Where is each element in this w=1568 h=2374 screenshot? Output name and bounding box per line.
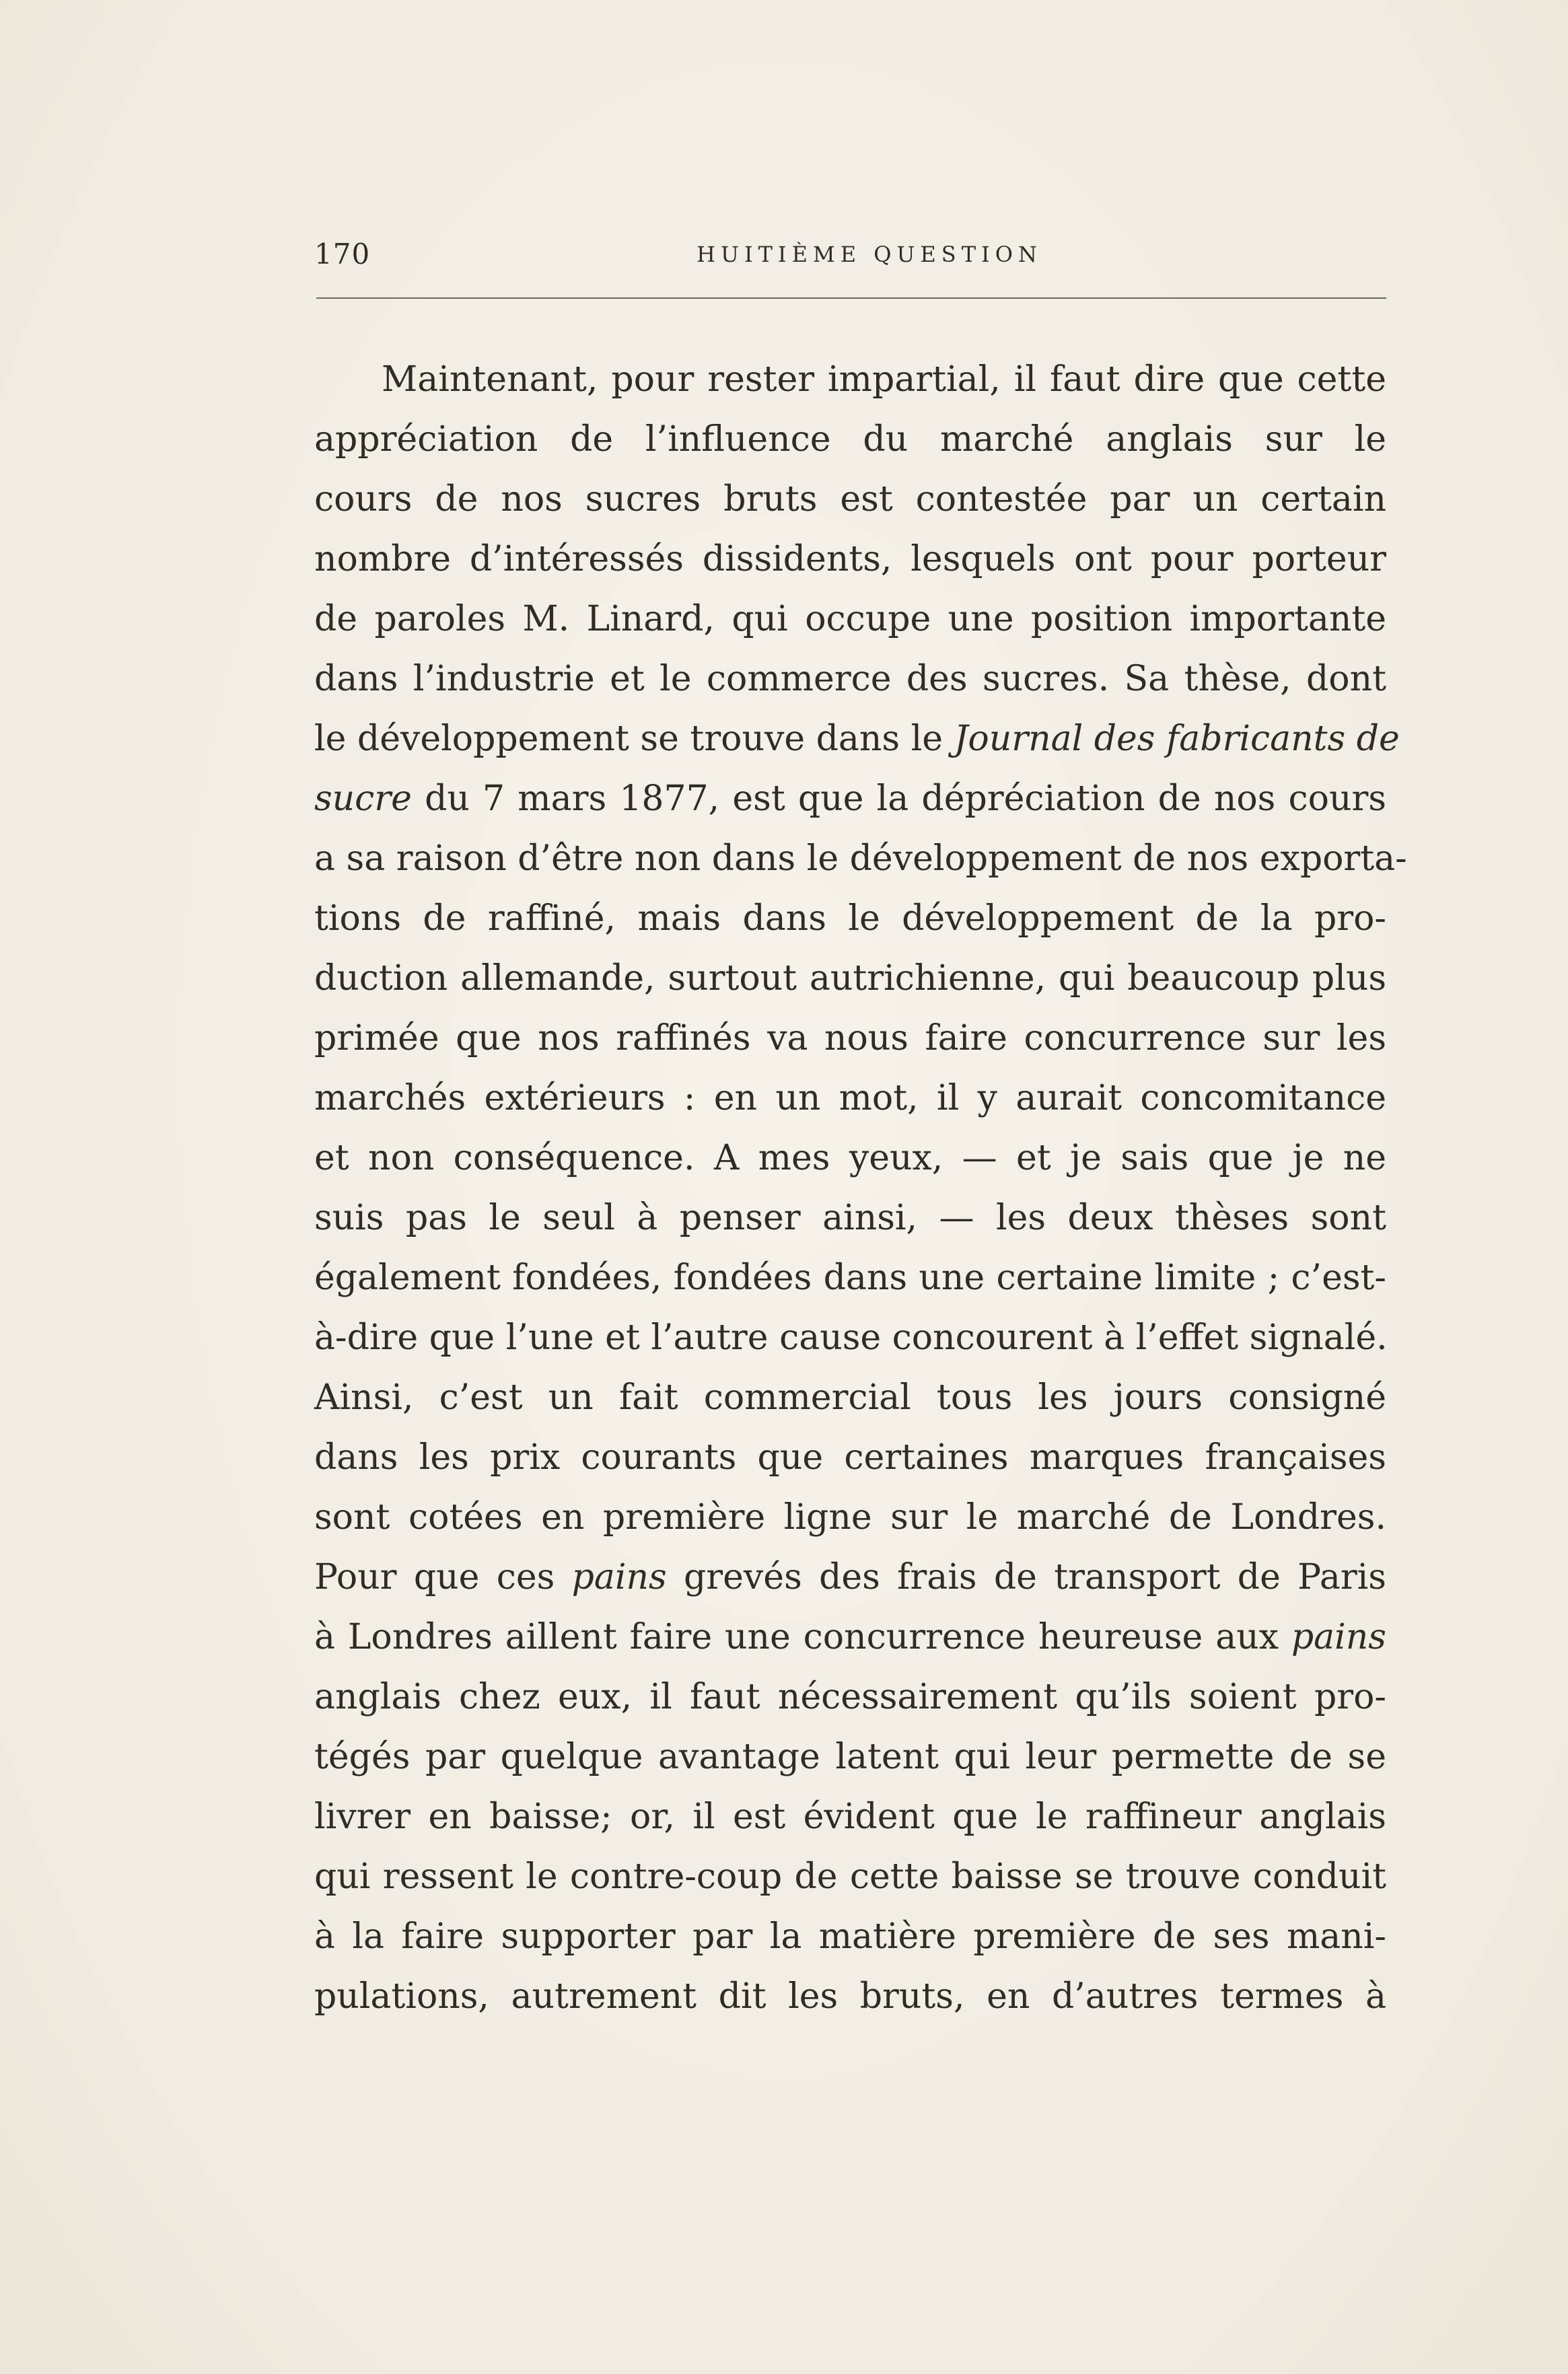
text-line: dans l’industrie et le commerce des sucres. Sa thèse, dont: [314, 659, 1386, 699]
running-head: HUITIÈME QUESTION: [697, 242, 1042, 267]
text-line: cours de nos sucres bruts est contestée par un certain: [314, 479, 1386, 519]
text-run: du 7 mars 1877, est que la dépréciation de nos cours: [411, 779, 1386, 819]
italic-run: Journal des fabricants de: [954, 719, 1400, 759]
page-number: 170: [314, 238, 371, 271]
text-line: duction allemande, surtout autrichienne, qui beaucoup plus: [314, 958, 1386, 999]
text-line: de paroles M. Linard, qui occupe une position importante: [314, 599, 1386, 639]
text-line: primée que nos raffinés va nous faire concurrence sur les: [314, 1018, 1386, 1058]
text-line: anglais chez eux, il faut nécessairement qu’ils soient pro-: [314, 1677, 1386, 1717]
text-line: [314, 1548, 1386, 1608]
text-run: Pour que ces: [314, 1557, 572, 1597]
text-run: le développement se trouve dans le: [314, 719, 954, 759]
header-rule: [316, 297, 1386, 299]
italic-run: sucre: [314, 779, 412, 819]
italic-run: pains: [1291, 1617, 1386, 1657]
text-line: marchés extérieurs : en un mot, il y aurait concomitance: [314, 1078, 1386, 1118]
text-line: tégés par quelque avantage latent qui leur permette de se: [314, 1737, 1386, 1777]
italic-run: pains: [571, 1557, 667, 1597]
text-line: [314, 769, 1386, 829]
text-line: a sa raison d’être non dans le développement de nos exporta-: [314, 838, 1407, 879]
text-line: sont cotées en première ligne sur le marché de Londres.: [314, 1497, 1386, 1538]
text-line: qui ressent le contre-coup de cette baisse se trouve conduit: [314, 1857, 1386, 1897]
text-line: [314, 1608, 1386, 1667]
text-line: Ainsi, c’est un fait commercial tous les jours consigné: [314, 1377, 1386, 1418]
text-line: Maintenant, pour rester impartial, il faut dire que cette: [382, 359, 1386, 400]
body-paragraph: [314, 350, 1407, 2027]
text-line: et non conséquence. A mes yeux, — et je sais que je ne: [314, 1138, 1386, 1178]
text-line: également fondées, fondées dans une certaine limite ; c’est-: [314, 1258, 1386, 1298]
page-header: [314, 234, 1384, 275]
text-line: à la faire supporter par la matière première de ses mani-: [314, 1916, 1386, 1957]
text-line: à-dire que l’une et l’autre cause concourent à l’effet signalé.: [314, 1318, 1388, 1358]
text-run: grevés des frais de transport de Paris: [666, 1557, 1386, 1597]
text-run: à Londres aillent faire une concurrence heureuse aux: [314, 1617, 1291, 1657]
text-line: nombre d’intéressés dissidents, lesquels ont pour porteur: [314, 539, 1386, 579]
text-line: appréciation de l’influence du marché anglais sur le: [314, 419, 1386, 460]
text-line: tions de raffiné, mais dans le développement de la pro-: [314, 898, 1386, 939]
text-line: suis pas le seul à penser ainsi, — les deux thèses sont: [314, 1198, 1386, 1238]
text-line: pulations, autrement dit les bruts, en d’autres termes à: [314, 1976, 1386, 2017]
text-line: [314, 709, 1400, 769]
text-line: dans les prix courants que certaines marques françaises: [314, 1437, 1386, 1478]
text-line: livrer en baisse; or, il est évident que le raffineur anglais: [314, 1797, 1386, 1837]
